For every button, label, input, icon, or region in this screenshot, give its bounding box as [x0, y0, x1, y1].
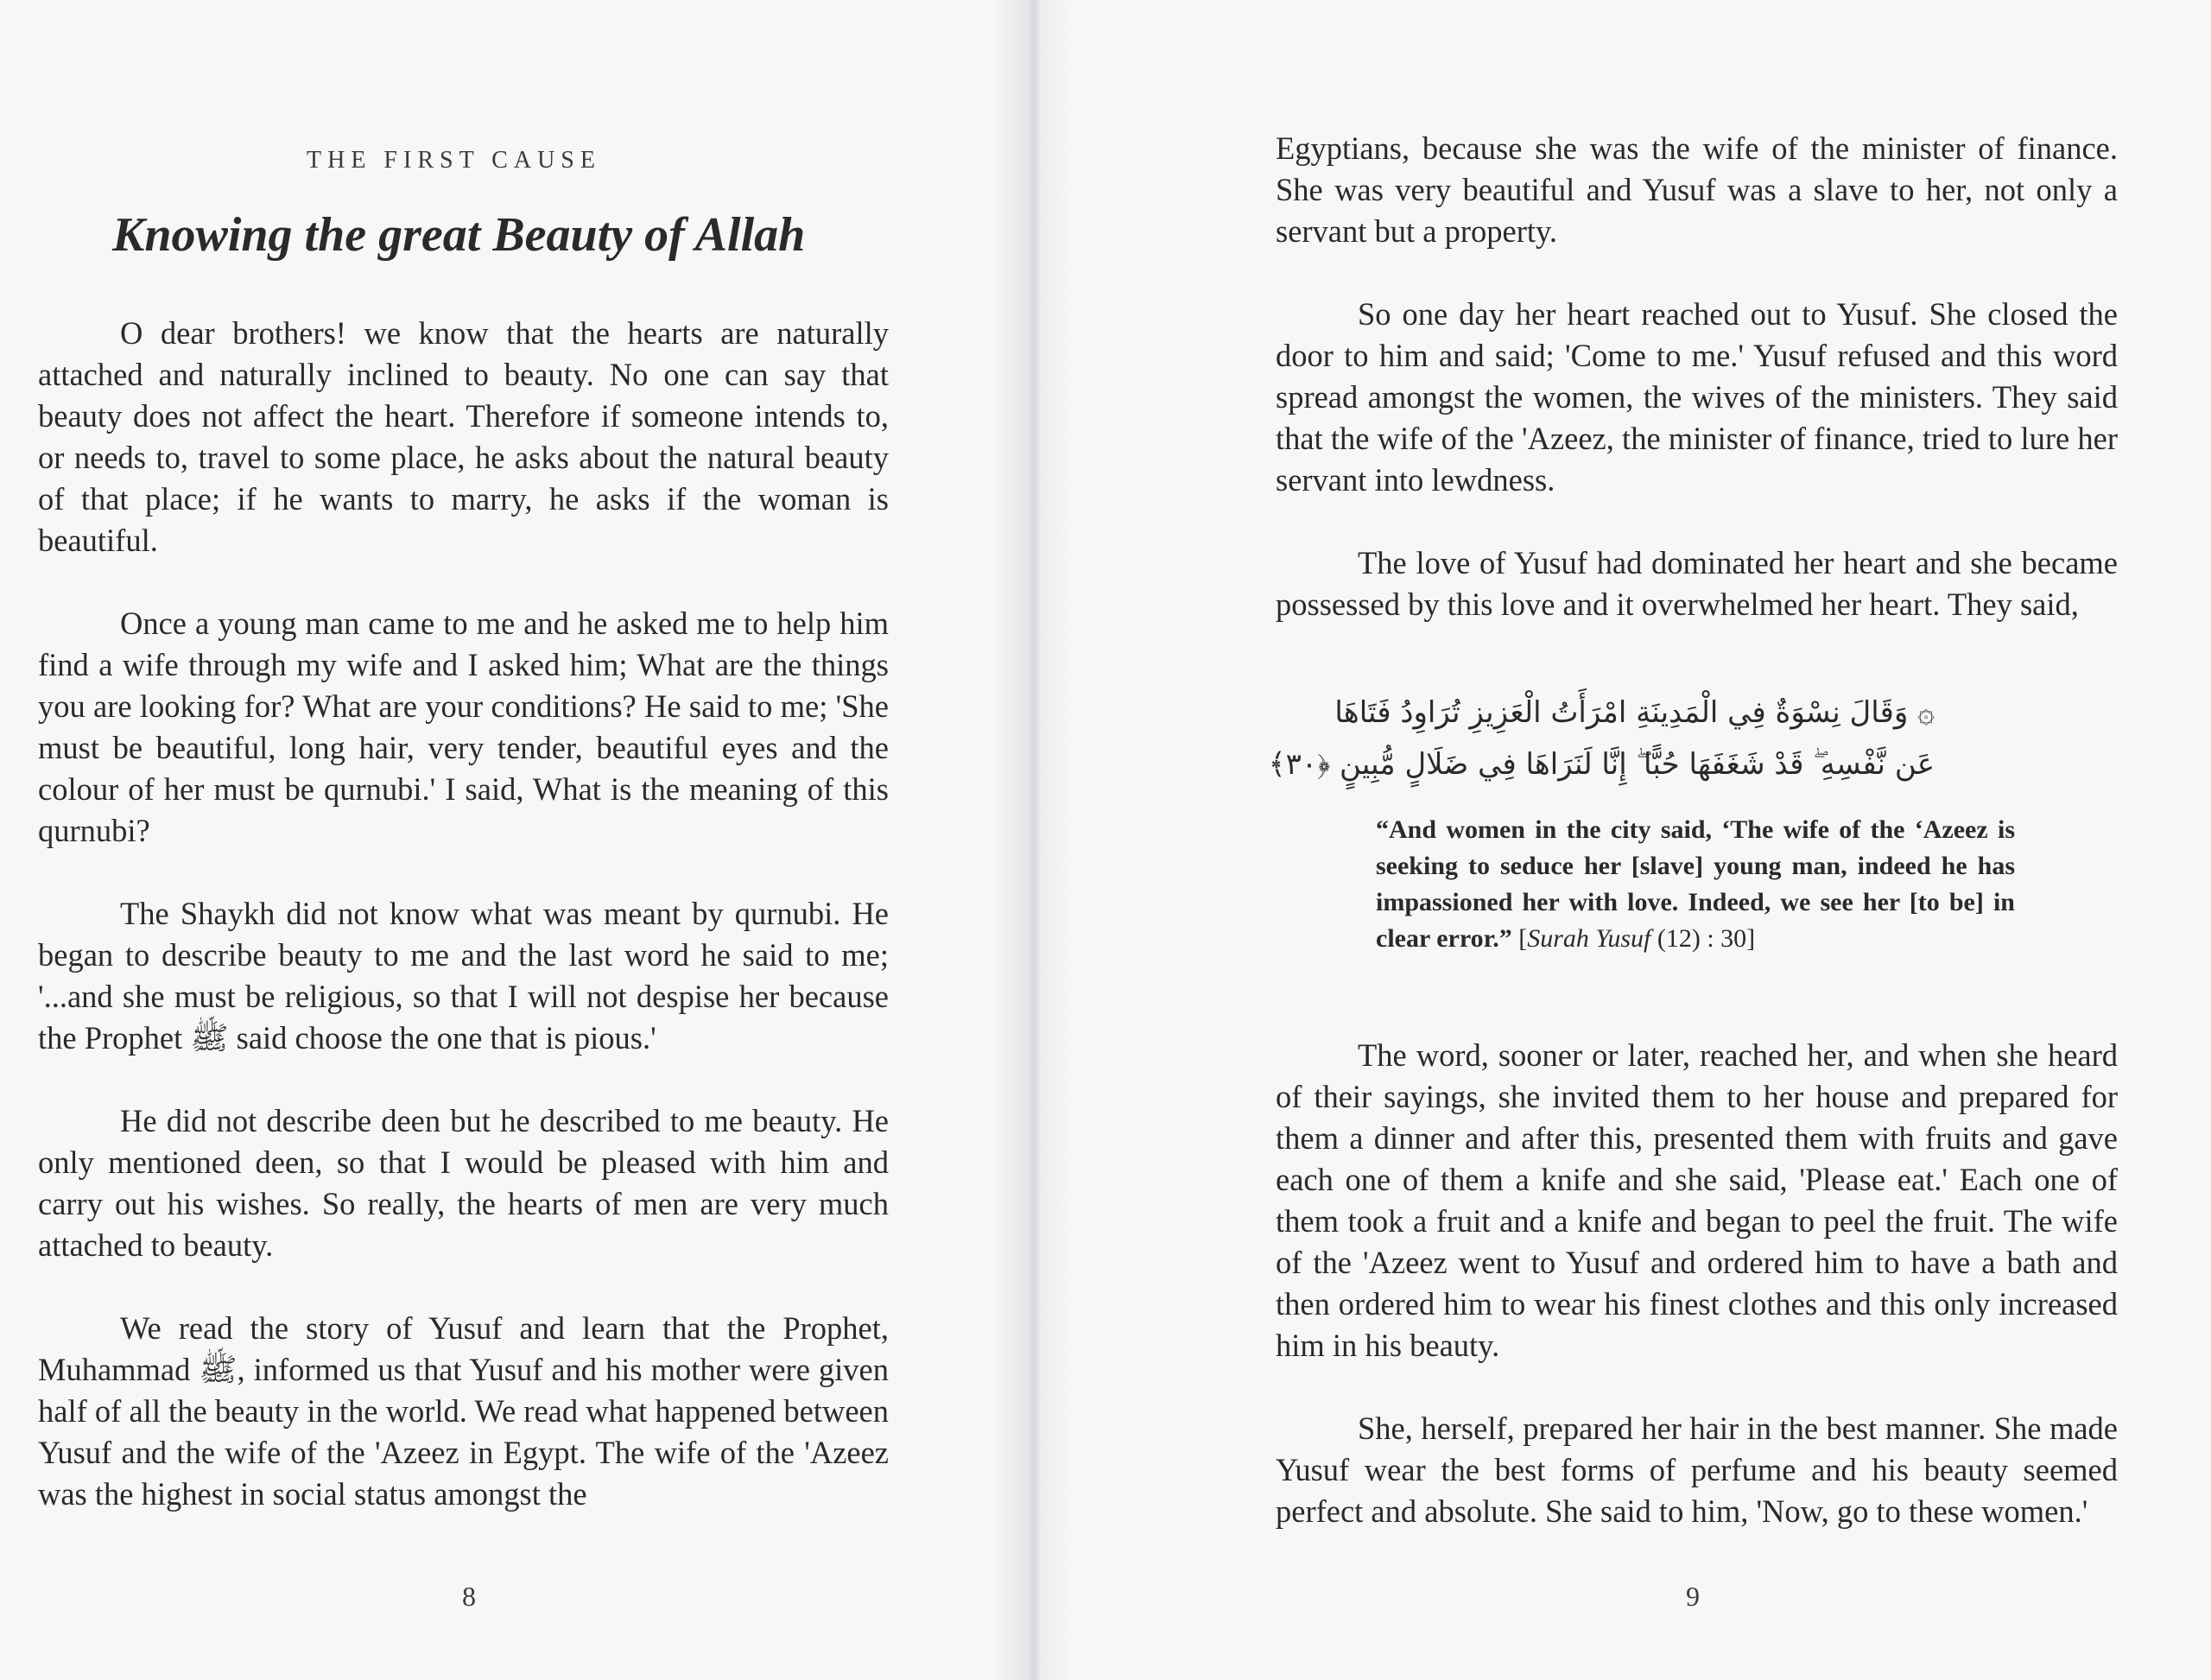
paragraph: O dear brothers! we know that the hearts are naturally attached and naturally inclined to beauty. No one can say that beauty does not affect the heart. Therefore if someone intends to, or needs to, travel to some place, he asks about the natural beauty of that place; if he wants to marry, he asks if the woman is beautiful. — [38, 315, 889, 558]
verse-reference: [Surah Yusuf (12) : 30] — [1518, 924, 1756, 953]
chapter-title: Knowing the great Beauty of Allah — [112, 208, 806, 262]
paragraph: The word, sooner or later, reached her, and when she heard of their sayings, she invited them to her house and prepared for them a dinner and after this, presented them with fruits and gave each one of them a knife and she said, 'Please eat.' Each one of them took a fruit and a knife and began to peel the fruit. The wife of the 'Azeez went to Yusuf and ordered him to have a bath and then ordered him to wear his finest clothes and this only increased him in his beauty. — [1276, 1037, 2118, 1363]
quran-verse-arabic — [1268, 687, 1935, 790]
verse-source: Surah Yusuf — [1527, 924, 1651, 953]
arabic-line: عَن نَّفْسِهِ ۖ قَدْ شَغَفَهَا حُبًّا ۖ إِنَّا لَنَرَاهَا فِي ضَلَالٍ مُّبِينٍ ﴿٣٠﴾ — [1268, 747, 1935, 782]
paragraph: The Shaykh did not know what was meant by qurnubi. He began to describe beauty to me and the last word he said to me; '...and she must be religious, so that I will not despise her because the Prophet ﷺ said choose the one that is pious.' — [38, 896, 889, 1056]
paragraph: He did not describe deen but he described to me beauty. He only mentioned deen, so that I would be pleased with him and carry out his wishes. So really, the hearts of men are very much attached to beauty. — [38, 1103, 889, 1263]
paragraph: So one day her heart reached out to Yusuf. She closed the door to him and said; 'Come to me.' Yusuf refused and this word spread amongst the women, the wives of the ministers. They said that the wife of the 'Azeez, the minister of finance, tried to lure her servant into lewdness. — [1276, 296, 2118, 498]
paragraph: Once a young man came to me and he asked me to help him find a wife through my wife and I asked him; What are the things you are looking for? What are your conditions? He said to me; 'She must be beautiful, long hair, very tender, beautiful eyes and the colour of her must be qurnubi.' I said, What is the meaning of this qurnubi? — [38, 605, 889, 848]
paragraph: We read the story of Yusuf and learn that the Prophet, Muhammad ﷺ, informed us that Yusuf and his mother were given half of all the beauty in the world. We read what happened between Yusuf and the wife of the 'Azeez in Egypt. The wife of the 'Azeez was the highest in social status amongst the — [38, 1310, 889, 1512]
right-page-body-bottom — [1276, 1035, 2118, 1574]
paragraph: She, herself, prepared her hair in the best manner. She made Yusuf wear the best forms of perfume and his beauty seemed perfect and absolute. She said to him, 'Now, go to these women.' — [1276, 1411, 2118, 1529]
paragraph: Egyptians, because she was the wife of the minister of finance. She was very beautiful and Yusuf was a slave to her, not only a servant but a property. — [1276, 130, 2118, 249]
running-head: THE FIRST CAUSE — [307, 147, 601, 174]
verse-number: (12) : 30] — [1657, 924, 1756, 953]
arabic-line: ۞ وَقَالَ نِسْوَةٌ فِي الْمَدِينَةِ امْرَأَتُ الْعَزِيزِ تُرَاوِدُ فَتَاهَا — [1334, 695, 1935, 730]
right-page-body-top — [1276, 128, 2118, 667]
verse-translation — [1376, 812, 2015, 957]
left-page-body — [38, 313, 889, 1556]
page-number: 8 — [462, 1581, 476, 1612]
paragraph: The love of Yusuf had dominated her heart and she became possessed by this love and it overwhelmed her heart. They said, — [1276, 545, 2118, 622]
verse-text: “And women in the city said, ‘The wife of the ‘Azeez is seeking to seduce her [slave] young man, indeed he has impassioned her with love. Indeed, we see her [to be] in clear error.” — [1376, 815, 2015, 953]
page-number: 9 — [1686, 1581, 1700, 1612]
